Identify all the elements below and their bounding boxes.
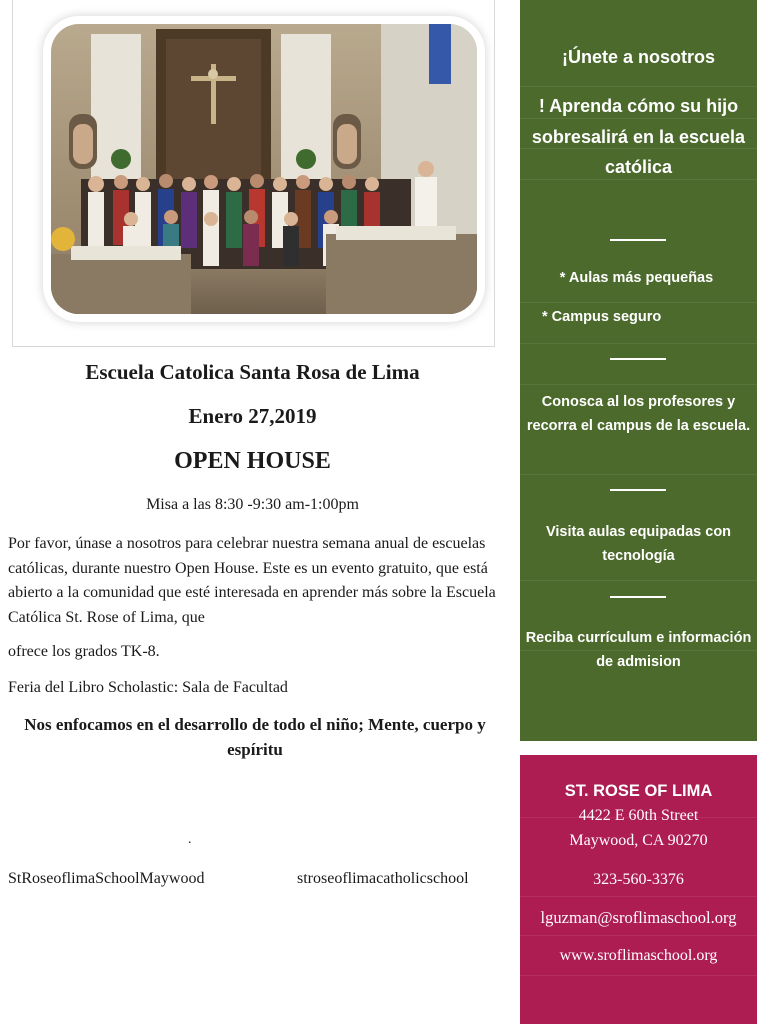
contact-email[interactable]: lguzman@sroflimaschool.org (540, 908, 737, 927)
join-us-heading: ¡Únete a nosotros (561, 47, 716, 67)
green-info-panel (520, 0, 757, 741)
social-handle-facebook: StRoseoflimaSchoolMaywood (8, 870, 205, 887)
divider (610, 596, 666, 598)
contact-city: Maywood, CA 90270 (569, 832, 708, 849)
photo-frame (12, 0, 495, 347)
event-date: Enero 27,2019 (188, 404, 317, 428)
contact-phone[interactable]: 323-560-3376 (593, 871, 684, 888)
bullet-safe-campus: * Campus seguro (542, 309, 662, 325)
social-handle-instagram: stroseoflimacatholicschool (297, 870, 469, 887)
mass-time: Misa a las 8:30 -9:30 am-1:00pm (146, 496, 359, 513)
church-group-photo (51, 24, 477, 314)
divider (610, 358, 666, 360)
contact-website[interactable]: www.sroflimaschool.org (559, 947, 718, 964)
book-fair-text: Feria del Libro Scholastic: Sala de Facultad (8, 679, 288, 696)
contact-school-name: ST. ROSE OF LIMA (564, 782, 713, 800)
divider (610, 489, 666, 491)
divider (610, 239, 666, 241)
contact-panel (520, 755, 757, 1024)
tech-classes-text: Visita aulas equipadas con tecnología (545, 524, 732, 564)
curriculum-text: Reciba currículum e información de admision (525, 630, 752, 670)
grades-text: ofrece los grados TK-8. (8, 643, 160, 660)
bullet-small-classes: * Aulas más pequeñas (559, 270, 714, 286)
contact-street: 4422 E 60th Street (578, 807, 699, 824)
separator-dot: . (188, 832, 192, 847)
intro-paragraph: Por favor, únase a nosotros para celebrar nuestra semana anual de escuelas católicas, durante nuestro Open House. Este es un evento gratuito, que está abierto a la comunidad que esté interesada en aprender más sobre la Escuela Católica St. Rose of Lima, que (8, 535, 496, 626)
school-name: Escuela Catolica Santa Rosa de Lima (85, 360, 420, 384)
event-title: OPEN HOUSE (174, 448, 331, 474)
learn-heading: ! Aprenda cómo su hijo sobresalirá en la escuela católica (531, 96, 746, 177)
focus-statement: Nos enfocamos en el desarrollo de todo el niño; Mente, cuerpo y espíritu (24, 715, 486, 759)
meet-teachers-text: Conosca al los profesores y recorra el campus de la escuela. (526, 394, 751, 434)
